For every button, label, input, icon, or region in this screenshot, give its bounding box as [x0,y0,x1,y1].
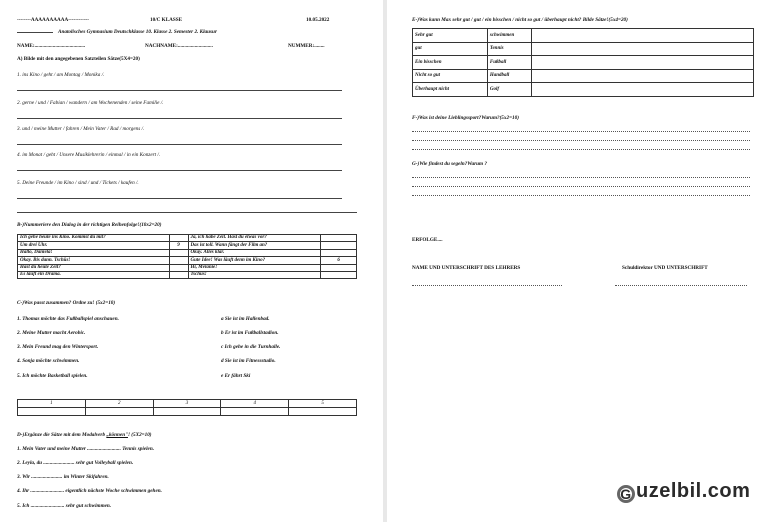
section-d-verb: „können" [106,432,128,438]
skill-level: Ein bisschen [413,56,488,70]
answer-cell[interactable] [531,83,753,97]
answer-cell[interactable] [289,408,357,416]
table-row [413,42,754,56]
answer-line [17,198,342,199]
table-row [18,257,357,264]
sport-name: Handball [487,69,531,83]
dialog-left: Okay. Bis dann. Tschüs! [18,257,170,264]
section-d-item: 1. Mein Vater und meine Mutter .......................... Tennis spielen. [17,446,155,452]
dialog-right: Okay. Alles klar. [188,249,321,256]
section-c-title: C-)Was passt zusammen? Ordne zu! (5x2=10) [17,300,116,306]
director-signature-line [615,285,747,286]
surname-field: NACHNAME:........................... [145,43,213,49]
dialog-right-number[interactable] [321,249,357,256]
dialog-left-number[interactable] [169,249,188,256]
name-field: NAME:....................................... [17,43,86,49]
table-row [413,56,754,70]
answer-number: 1 [18,400,86,408]
answer-cell[interactable] [153,408,221,416]
section-d-item: 3. Wir ........................ im Winter Skifahren. [17,474,109,480]
match-right-item: c Ich gehe in die Turnhalle. [221,344,281,350]
class-label: 10/C KLASSE [150,17,183,23]
success-label: ERFOLGE.... [412,237,443,243]
table-row [413,29,754,43]
dialog-right: Das ist toll. Wann fängt der Film an? [188,242,321,249]
dialog-right-number[interactable]: 6 [321,257,357,264]
answer-number: 3 [153,400,221,408]
section-g-title: G-)Wie findest du segeln?Warum ? [412,161,487,167]
answer-number: 5 [289,400,357,408]
section-a-item: 2. gerne / und / Fabian / wandern / am Wochenenden / seine Familie /. [17,100,164,106]
answer-cell[interactable] [85,408,153,416]
match-left-item: 2. Meine Mutter macht Aerobic. [17,330,86,336]
match-left-item: 5. Ich möchte Basketball spielen. [17,373,88,379]
table-row [413,69,754,83]
dialog-left-number[interactable] [169,264,188,271]
skill-level: Überhaupt nicht [413,83,488,97]
teacher-signature-label: NAME UND UNTERSCHRIFT DES LEHRERS [412,265,521,271]
answer-line [17,90,342,91]
answer-line [17,212,357,213]
section-a-title: A) Bilde mit den angegebenen Satzteilen Sätze(5X4=20) [17,56,140,62]
sport-name: Golf [487,83,531,97]
section-d-title-post: ! (5X2=10) [127,432,152,438]
dialog-left: Es läuft ein Drama. [18,271,170,278]
section-f-title: F-)Was ist deine Lieblingssport?Warum?(5x2=10) [412,115,519,121]
section-d-title [17,432,152,438]
table-row [18,242,357,249]
section-d-title-pre: D-)Ergänze die Sätze mit dem Modalverb [17,432,107,438]
match-right-item: b Er ist im Fußballstadion. [221,330,279,336]
dialog-right-number[interactable] [321,271,357,278]
answer-line [17,118,342,119]
sport-name: schwimmen [487,29,531,43]
logo-g-icon: G [617,485,635,503]
dialog-right: Gute Idee! Was läuft denn im Kino? [188,257,321,264]
director-signature-label: Schuldirektor UND UNTERSCHRIFT [622,265,708,271]
answer-cell[interactable] [18,408,86,416]
answer-number: 4 [221,400,289,408]
header-top-left: --------AAAAAAAAAA------------ [17,17,90,23]
dialog-left: Ich gehe heute ins Kino. Kommst du mit? [18,235,170,242]
sport-name: Fußball [487,56,531,70]
match-right-item: e Er fährt Ski [221,373,251,379]
dialog-right-number[interactable] [321,242,357,249]
dialog-right: Hi, Melanie! [188,264,321,271]
table-row [413,83,754,97]
section-d-item: 4. Ihr .......................... eigentlich nächste Woche schwimmen gehen. [17,488,162,494]
watermark-logo [617,480,750,503]
table-row [18,408,357,416]
dialog-left-number[interactable] [169,271,188,278]
dialog-right-number[interactable] [321,235,357,242]
answer-cell[interactable] [221,408,289,416]
teacher-signature-line [412,285,562,286]
answer-line[interactable] [412,177,750,178]
answer-number: 2 [85,400,153,408]
section-d-item: 5. Ich .......................... sehr gut schwimmen. [17,503,112,509]
answer-cell[interactable] [531,42,753,56]
section-e-title: E-)Was kann Max sehr gut / gut / ein bisschen / nicht so gut / überhaupt nicht? Bilde Sätze!(5x4=20) [412,17,628,23]
answer-line[interactable] [412,131,750,132]
answer-cell[interactable] [531,29,753,43]
section-a-item: 1. ins Kino / geht / am Montag / Monika /. [17,72,105,78]
answer-line [17,170,342,171]
match-right-item: d Sie ist im Fitnessstudio. [221,358,276,364]
answer-cell[interactable] [531,56,753,70]
number-field: NUMMER:........ [288,43,325,49]
match-left-item: 1. Thomas möchte das Fußballspiel anschauen. [17,316,119,322]
match-left-item: 4. Sonja möchte schwimmen. [17,358,80,364]
section-a-item: 5. Deine Freunde / im Kino / sind / und / Tickets / kaufen /. [17,180,139,186]
answer-line[interactable] [412,186,750,187]
dialog-table [17,234,357,279]
table-row [18,235,357,242]
table-row [18,264,357,271]
exam-date: 10.05.2022 [306,17,330,23]
match-answer-table [17,399,357,416]
sport-name: Tennis [487,42,531,56]
dialog-left-number[interactable] [169,257,188,264]
dialog-left: Hallo, Daniela! [18,249,170,256]
answer-line[interactable] [412,195,750,196]
section-d-item: 2. Leyla, du ........................ sehr gut Volleyball spielen. [17,460,134,466]
header-underline [17,32,53,33]
answer-cell[interactable] [531,69,753,83]
dialog-right-number[interactable] [321,264,357,271]
section-a-item: 4. im Monat / geht / Unsere Musiklehrerin / einmal / in ein Konzert /. [17,152,161,158]
dialog-left: Um drei Uhr. [18,242,170,249]
answer-line [17,144,342,145]
sports-table [412,28,754,97]
dialog-left: Hast du heute Zeit? [18,264,170,271]
exam-page-2 [387,0,768,522]
skill-level: Nicht so gut [413,69,488,83]
skill-level: Sehr gut [413,29,488,43]
match-right-item: a Sie ist im Hallenbad. [221,316,270,322]
dialog-right: Tschüs! [188,271,321,278]
section-b-title: B-)Nummeriere den Dialog in der richtigen Reihenfolge!(10x2=20) [17,222,162,228]
school-title: Anatolisches Gymnasium Deutschklasse 10. Klasse 2. Semester 2. Klausur [58,29,217,35]
dialog-right: Ja, ich habe Zeit. Hast du etwas vor? [188,235,321,242]
dialog-left-number[interactable]: 9 [169,242,188,249]
dialog-left-number[interactable] [169,235,188,242]
table-row [18,271,357,278]
match-left-item: 3. Mein Freund mag den Wintersport. [17,344,99,350]
table-row [18,249,357,256]
skill-level: gut [413,42,488,56]
table-row [18,400,357,408]
section-a-item: 3. und / meine Mutter / fahren / Mein Vater / Rad / morgens /. [17,126,145,132]
exam-page-1 [0,0,383,522]
answer-line[interactable] [412,140,750,141]
answer-line[interactable] [412,149,750,150]
watermark-text: uzelbil.com [636,480,751,502]
